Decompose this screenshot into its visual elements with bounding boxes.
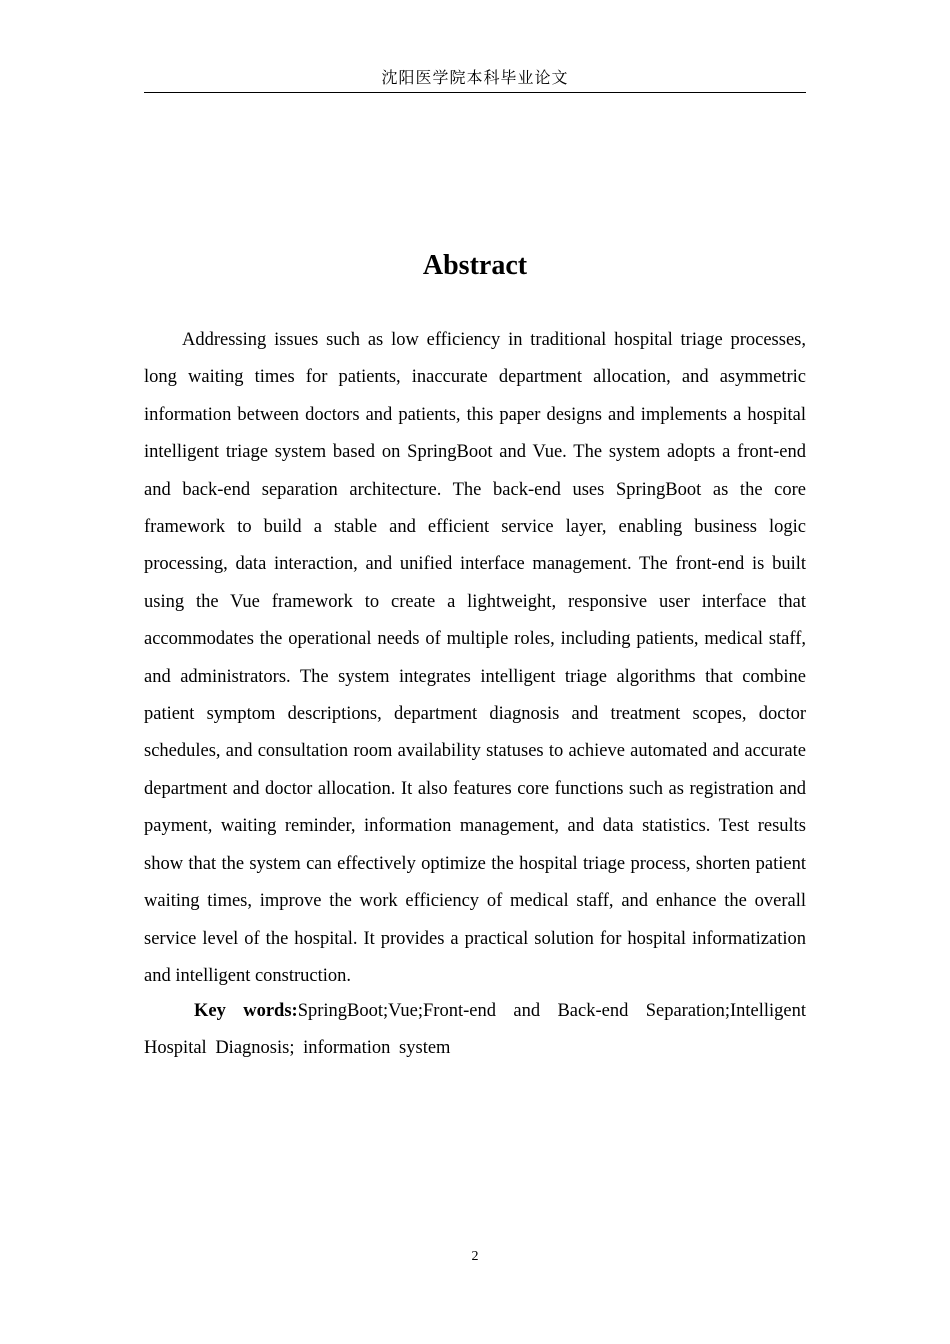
keywords-text: SpringBoot;Vue;Front-end and Back-end Separation;Intelligent Hospital Diagnosis; information system xyxy=(144,1001,806,1059)
page-header xyxy=(144,66,806,93)
header-title: 沈阳医学院本科毕业论文 xyxy=(381,68,569,87)
abstract-title: Abstract xyxy=(422,250,528,281)
keywords-paragraph xyxy=(144,993,806,1068)
page-number: 2 xyxy=(471,1249,479,1264)
abstract-body: Addressing issues such as low efficiency in traditional hospital triage processes, long waiting times for patients, inaccurate department allocation, and asymmetric information between doctors and patients, this paper designs and implements a hospital intelligent triage system based on SpringBoot and Vue. The system adopts a front-end and back-end separation architecture. The back-end uses SpringBoot as the core framework to build a stable and efficient service layer, enabling business logic processing, data interaction, and unified interface management. The front-end is built using the Vue framework to create a lightweight, responsive user interface that accommodates the operational needs of multiple roles, including patients, medical staff, and administrators. The system integrates intelligent triage algorithms that combine patient symptom descriptions, department diagnosis and treatment scopes, doctor schedules, and consultation room availability statuses to achieve automated and accurate department and doctor allocation. It also features core functions such as registration and payment, waiting reminder, information management, and data statistics. Test results show that the system can effectively optimize the hospital triage process, shorten patient waiting times, improve the work efficiency of medical staff, and enhance the overall service level of the hospital. It provides a practical solution for hospital informatization and intelligent construction. xyxy=(144,330,806,986)
keywords-label: Key words: xyxy=(194,1001,298,1021)
